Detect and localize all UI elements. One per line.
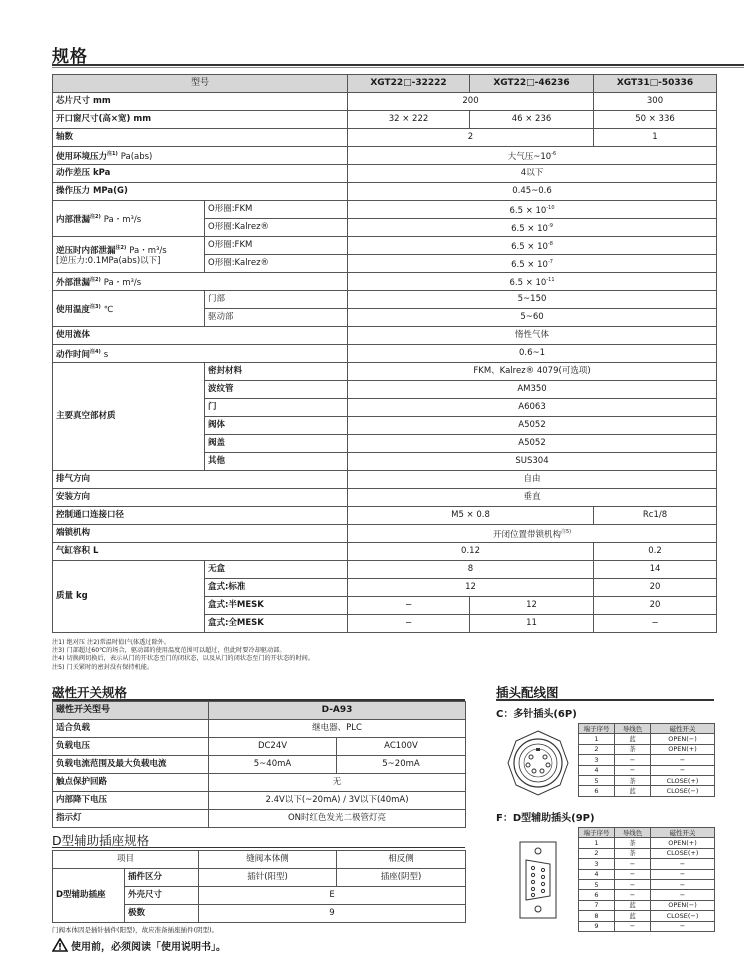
dsub-label: 插件区分 — [125, 869, 199, 887]
dsub-rule — [52, 847, 465, 848]
f-pin-header — [579, 828, 715, 838]
magnetic-label: 负载电压 — [53, 738, 209, 756]
c-pin-table — [578, 723, 715, 797]
switch-signal: − — [651, 859, 715, 869]
spec-row-chip-size — [53, 93, 717, 111]
spec-value: 12 — [348, 579, 594, 597]
spec-row-opening — [53, 111, 717, 129]
spec-label: 质量 kg — [53, 561, 205, 633]
dsub-label: 外壳尺寸 — [125, 887, 199, 905]
spec-row-action-time — [53, 345, 717, 363]
color-col: 导线色 — [615, 828, 651, 838]
spec-row-port — [53, 507, 717, 525]
dsub-label: 极数 — [125, 905, 199, 923]
spec-label: 轴数 — [53, 129, 348, 147]
switch-signal: − — [651, 869, 715, 879]
pin-col: 端子序号 — [579, 828, 615, 838]
dsub-header — [53, 851, 466, 869]
spec-sublabel: O形圈:Kalrez® — [205, 219, 348, 237]
page-title: 规格 — [52, 47, 88, 67]
spec-sublabel: 波纹管 — [205, 381, 348, 399]
spec-value: AM350 — [348, 381, 717, 399]
spec-value: $6.5 \times 10^{-11}$ — [348, 273, 717, 291]
spec-value: 大气压$\sim 10^{-6}$ — [348, 147, 717, 165]
warning-icon — [52, 938, 68, 952]
wire-color: 茶 — [615, 838, 651, 848]
spec-sublabel: 密封材料 — [205, 363, 348, 381]
spec-row-external-leak — [53, 273, 717, 291]
model-2: XGT22□-46236 — [470, 75, 594, 93]
pin-no: 2 — [579, 848, 615, 858]
spec-value: 0.12 — [348, 543, 594, 561]
wire-color: 茶 — [615, 744, 651, 754]
spec-value: M5 × 0.8 — [348, 507, 594, 525]
spec-row-env-pressure — [53, 147, 717, 165]
spec-value: 46 × 236 — [470, 111, 594, 129]
dsub-group: D型辅助插座 — [53, 869, 125, 923]
wire-color: 茶 — [615, 848, 651, 858]
spec-value: 5~60 — [348, 309, 717, 327]
spec-row-exhaust — [53, 471, 717, 489]
pin-no: 1 — [579, 838, 615, 848]
note-line: 注5) 门关紧时的密封没有保持机能。 — [52, 663, 154, 671]
c-pin-row — [579, 775, 715, 785]
pin-no: 6 — [579, 786, 615, 796]
color-col: 导线色 — [615, 724, 651, 734]
magnetic-row — [53, 738, 466, 756]
c-pin-row — [579, 786, 715, 796]
pin-no: 2 — [579, 744, 615, 754]
spec-sublabel: 盒式:标准 — [205, 579, 348, 597]
magnetic-label: 触点保护回路 — [53, 774, 209, 792]
c-pin-row — [579, 755, 715, 765]
spec-sublabel: 驱动部 — [205, 309, 348, 327]
wire-color: 蓝 — [615, 786, 651, 796]
magnetic-row — [53, 792, 466, 810]
spec-label: 操作压力 MPa(G) — [53, 183, 348, 201]
wire-color: − — [615, 890, 651, 900]
spec-value: 300 — [594, 93, 717, 111]
note-line: 注4) 切换阀切换后，表示从门的开状态至门的闭状态，以及从门的闭状态至门的开状态的时间。 — [52, 655, 315, 663]
magnetic-header — [53, 702, 466, 720]
spec-sublabel: 无盒 — [205, 561, 348, 579]
spec-value: A6063 — [348, 399, 717, 417]
f-pin-row — [579, 890, 715, 900]
magnetic-row — [53, 720, 466, 738]
note-line: 注3) 门部超过60℃的场合，驱动部的使用温度范围可以超过，但此时要冷却驱动部。 — [52, 647, 286, 655]
f-title: F：D型辅助插头(9P) — [496, 813, 595, 824]
spec-value: 20 — [594, 579, 717, 597]
wire-color: 蓝 — [615, 734, 651, 744]
spec-value: 1 — [594, 129, 717, 147]
spec-value: 5~150 — [348, 291, 717, 309]
switch-col: 磁性开关 — [651, 828, 715, 838]
f-pin-table — [578, 827, 715, 932]
wire-color: − — [615, 859, 651, 869]
model-3: XGT31□-50336 — [594, 75, 717, 93]
switch-signal: − — [651, 765, 715, 775]
switch-col: 磁性开关 — [651, 724, 715, 734]
wire-color: 茶 — [615, 775, 651, 785]
magnetic-table — [52, 701, 466, 828]
spec-value: $6.5 \times 10^{-8}$ — [348, 237, 717, 255]
c-pin-row — [579, 744, 715, 754]
warning-text: 使用前，必须阅读「使用说明书」。 — [71, 942, 226, 953]
wire-color: − — [615, 921, 651, 931]
spec-value: 0.2 — [594, 543, 717, 561]
wire-color: 蓝 — [615, 900, 651, 910]
magnetic-value: 2.4V以下(~20mA) / 3V以下(40mA) — [209, 792, 466, 810]
switch-signal: − — [651, 921, 715, 931]
spec-sublabel: 其他 — [205, 453, 348, 471]
dsub-value: 插座(阴型) — [337, 869, 466, 887]
spec-label: 使用环境压力$^{注1)}$ Pa(abs) — [53, 147, 348, 165]
spec-label: 外部泄漏$^{注2)}$ Pa・m³/s — [53, 273, 348, 291]
dsub-value: 插针(阳型) — [199, 869, 337, 887]
magnetic-label: 适合负载 — [53, 720, 209, 738]
spec-row-diff-pressure — [53, 165, 717, 183]
f-pin-row — [579, 848, 715, 858]
spec-label: 开口窗尺寸(高×宽) mm — [53, 111, 348, 129]
f-pin-row — [579, 859, 715, 869]
spec-value: − — [594, 615, 717, 633]
magnetic-value: AC100V — [337, 738, 466, 756]
spec-row-fluid — [53, 327, 717, 345]
f-pin-row — [579, 921, 715, 931]
spec-value: − — [348, 615, 470, 633]
spec-value: 惰性气体 — [348, 327, 717, 345]
spec-value: SUS304 — [348, 453, 717, 471]
spec-label: 排气方向 — [53, 471, 348, 489]
spec-label: 端锁机构 — [53, 525, 348, 543]
spec-value: − — [348, 597, 470, 615]
warning-line — [52, 938, 226, 953]
spec-value: A5052 — [348, 435, 717, 453]
spec-value: 0.45~0.6 — [348, 183, 717, 201]
spec-sublabel: 阀盖 — [205, 435, 348, 453]
c-pin-row — [579, 765, 715, 775]
spec-label: 使用温度$^{注3)}$ ℃ — [53, 291, 205, 327]
dsub-table — [52, 850, 466, 923]
c-pin-header — [579, 724, 715, 734]
spec-value: $6.5 \times 10^{-7}$ — [348, 255, 717, 273]
pin-no: 3 — [579, 755, 615, 765]
switch-signal: CLOSE(−) — [651, 786, 715, 796]
switch-signal: − — [651, 879, 715, 889]
spec-value: 14 — [594, 561, 717, 579]
spec-label: 主要真空部材质 — [53, 363, 205, 471]
switch-signal: CLOSE(−) — [651, 911, 715, 921]
spec-value: 垂直 — [348, 489, 717, 507]
spec-row-internal-leak — [53, 201, 717, 219]
spec-label: 安装方向 — [53, 489, 348, 507]
switch-signal: OPEN(+) — [651, 838, 715, 848]
spec-sublabel: O形圈:FKM — [205, 201, 348, 219]
dsub-title: D型辅助插座规格 — [52, 833, 150, 848]
switch-signal: CLOSE(+) — [651, 848, 715, 858]
round-connector-icon — [498, 727, 578, 799]
magnetic-title: 磁性开关规格 — [52, 685, 128, 700]
spec-sublabel: 盒式:半MESK — [205, 597, 348, 615]
pin-no: 6 — [579, 890, 615, 900]
dsub-value: E — [199, 887, 466, 905]
spec-sublabel: 门 — [205, 399, 348, 417]
f-pin-row — [579, 900, 715, 910]
model-header: 型号 — [53, 75, 348, 93]
spec-value: 32 × 222 — [348, 111, 470, 129]
magnetic-value: DC24V — [209, 738, 337, 756]
f-pin-row — [579, 879, 715, 889]
spec-value: Rc1/8 — [594, 507, 717, 525]
spec-notes — [52, 639, 314, 672]
spec-header-row — [53, 75, 717, 93]
magnetic-value: 5~20mA — [337, 756, 466, 774]
dsub-header-cell: 缝阀本体侧 — [199, 851, 337, 869]
magnetic-label: 指示灯 — [53, 810, 209, 828]
spec-value: 8 — [348, 561, 594, 579]
switch-signal: − — [651, 755, 715, 765]
magnetic-row — [53, 756, 466, 774]
dsub-header-cell: 相反侧 — [337, 851, 466, 869]
wiring-title: 插头配线图 — [496, 685, 559, 700]
dsub-header-cell: 项目 — [53, 851, 199, 869]
model-1: XGT22□-32222 — [348, 75, 470, 93]
magnetic-value: 5~40mA — [209, 756, 337, 774]
dsub-value: 9 — [199, 905, 466, 923]
spec-row-materials — [53, 363, 717, 381]
magnetic-model: D-A93 — [209, 702, 466, 720]
f-pin-row — [579, 838, 715, 848]
f-pin-row — [579, 869, 715, 879]
title-rule — [52, 64, 744, 66]
spec-row-cyl — [53, 543, 717, 561]
wire-color: − — [615, 879, 651, 889]
pin-no: 7 — [579, 900, 615, 910]
wiring-rule — [496, 699, 714, 701]
spec-table — [52, 74, 717, 633]
spec-value: 开闭位置带锁机构$^{注5)}$ — [348, 525, 717, 543]
spec-value: FKM、Kalrez® 4079(可选项) — [348, 363, 717, 381]
pin-no: 4 — [579, 765, 615, 775]
f-pin-row — [579, 911, 715, 921]
spec-value: 11 — [470, 615, 594, 633]
title-rule-thin — [52, 67, 744, 68]
pin-no: 1 — [579, 734, 615, 744]
dsub-row — [53, 869, 466, 887]
spec-row-lock — [53, 525, 717, 543]
switch-signal: OPEN(+) — [651, 744, 715, 754]
pin-no: 4 — [579, 869, 615, 879]
spec-label: 使用流体 — [53, 327, 348, 345]
pin-no: 3 — [579, 859, 615, 869]
c-title: C：多针插头(6P) — [496, 709, 577, 720]
spec-label: 气缸容积 L — [53, 543, 348, 561]
magnetic-row — [53, 774, 466, 792]
spec-value: 4以下 — [348, 165, 717, 183]
switch-signal: OPEN(−) — [651, 734, 715, 744]
spec-value: 12 — [470, 597, 594, 615]
spec-row-mount — [53, 489, 717, 507]
switch-signal: OPEN(−) — [651, 900, 715, 910]
spec-label: 控制通口连接口径 — [53, 507, 348, 525]
spec-row-mass — [53, 561, 717, 579]
spec-value: $6.5 \times 10^{-9}$ — [348, 219, 717, 237]
pin-no: 5 — [579, 879, 615, 889]
note-line: 注1) 绝对压 注2)常温时值(气体透过除外。 — [52, 639, 171, 646]
wire-color: − — [615, 869, 651, 879]
spec-label: 逆压时内部泄漏$^{注2)}$ Pa・m³/s [逆压力:0.1MPa(abs)以下] — [53, 237, 205, 273]
spec-value: 20 — [594, 597, 717, 615]
spec-sublabel: 盒式:全MESK — [205, 615, 348, 633]
magnetic-header-label: 磁性开关型号 — [53, 702, 209, 720]
spec-value: $6.5 \times 10^{-10}$ — [348, 201, 717, 219]
spec-row-reverse-leak — [53, 237, 717, 255]
spec-value: 自由 — [348, 471, 717, 489]
spec-value: 0.6~1 — [348, 345, 717, 363]
spec-label: 动作差压 kPa — [53, 165, 348, 183]
wire-color: − — [615, 765, 651, 775]
spec-value: 50 × 336 — [594, 111, 717, 129]
magnetic-value: ON时红色发光二极管灯亮 — [209, 810, 466, 828]
spec-sublabel: O形圈:Kalrez® — [205, 255, 348, 273]
magnetic-row — [53, 810, 466, 828]
c-pin-row — [579, 734, 715, 744]
pin-no: 8 — [579, 911, 615, 921]
spec-row-op-pressure — [53, 183, 717, 201]
spec-value: A5052 — [348, 417, 717, 435]
spec-row-temp — [53, 291, 717, 309]
magnetic-label: 内部降下电压 — [53, 792, 209, 810]
switch-signal: CLOSE(+) — [651, 775, 715, 785]
spec-sublabel: 门部 — [205, 291, 348, 309]
wire-color: − — [615, 755, 651, 765]
spec-sublabel: O形圈:FKM — [205, 237, 348, 255]
spec-sublabel: 阀体 — [205, 417, 348, 435]
pin-col: 端子序号 — [579, 724, 615, 734]
magnetic-value: 无 — [209, 774, 466, 792]
wire-color: 蓝 — [615, 911, 651, 921]
spec-label: 芯片尺寸 mm — [53, 93, 348, 111]
spec-label: 动作时间$^{注4)}$ s — [53, 345, 348, 363]
spec-row-axes — [53, 129, 717, 147]
magnetic-label: 负载电流范围及最大负载电流 — [53, 756, 209, 774]
magnetic-value: 继电器、PLC — [209, 720, 466, 738]
spec-value: 2 — [348, 129, 594, 147]
pin-no: 9 — [579, 921, 615, 931]
dsub-note: 门阀本体因是插针插件(阳型)，故应准备插座插件(阴型)。 — [52, 926, 219, 934]
pin-no: 5 — [579, 775, 615, 785]
switch-signal: − — [651, 890, 715, 900]
dsub-connector-icon — [518, 840, 558, 920]
spec-label: 内部泄漏$^{注2)}$ Pa・m³/s — [53, 201, 205, 237]
spec-value: 200 — [348, 93, 594, 111]
